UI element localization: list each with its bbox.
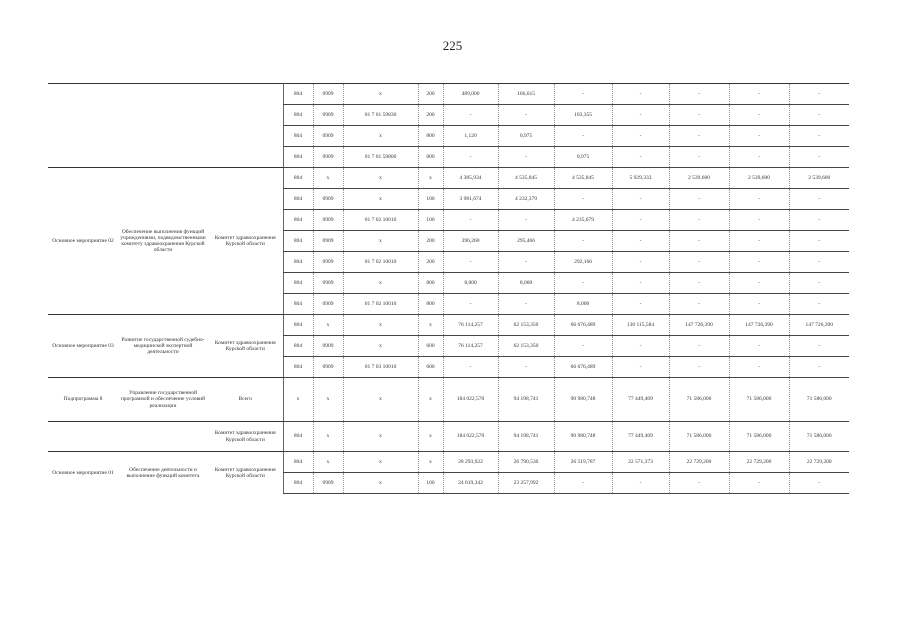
value-cell: 76 114,257 (443, 336, 498, 357)
value-cell: 77 449,409 (612, 378, 669, 422)
value-cell: - (498, 105, 554, 126)
target-article-cell: x (343, 473, 418, 494)
value-cell: - (612, 273, 669, 294)
grbs-code-cell: 804 (283, 422, 313, 452)
value-cell: - (669, 189, 729, 210)
value-cell: 71 586,000 (789, 422, 849, 452)
value-cell: - (789, 84, 849, 105)
value-cell: 292,166 (554, 252, 612, 273)
value-cell: 396,260 (443, 231, 498, 252)
target-article-cell: 01 7 02 10010 (343, 252, 418, 273)
value-cell: - (789, 189, 849, 210)
budget-table-container (48, 83, 833, 494)
value-cell: 147 726,390 (789, 315, 849, 336)
value-cell: 28 293,922 (443, 452, 498, 473)
value-cell: - (789, 105, 849, 126)
value-cell: 62 153,350 (498, 336, 554, 357)
value-cell: - (669, 84, 729, 105)
status-cell (48, 422, 118, 452)
value-cell: 184 022,570 (443, 422, 498, 452)
value-cell: - (669, 105, 729, 126)
value-cell: - (729, 273, 789, 294)
target-article-cell: 01 7 01 59830 (343, 105, 418, 126)
value-cell: - (612, 231, 669, 252)
value-cell: 4 235,679 (554, 210, 612, 231)
value-cell: 5 929,333 (612, 168, 669, 189)
value-cell: 4 232,379 (498, 189, 554, 210)
section-code-cell: 0909 (313, 105, 343, 126)
value-cell: 22 729,200 (789, 452, 849, 473)
section-code-cell: 0909 (313, 273, 343, 294)
value-cell: 295,466 (498, 231, 554, 252)
value-cell: - (729, 357, 789, 378)
section-code-cell: 0909 (313, 126, 343, 147)
target-article-cell: 01 7 02 10010 (343, 294, 418, 315)
section-code-cell: 0909 (313, 189, 343, 210)
expense-type-cell: 800 (418, 294, 443, 315)
value-cell: 130 115,584 (612, 315, 669, 336)
target-article-cell: x (343, 126, 418, 147)
section-code-cell: 0909 (313, 210, 343, 231)
section-code-cell: x (313, 378, 343, 422)
grbs-code-cell: x (283, 378, 313, 422)
grbs-code-cell: 804 (283, 252, 313, 273)
name-cell (118, 84, 208, 168)
table-row (48, 168, 849, 189)
target-article-cell: x (343, 336, 418, 357)
name-cell: Развитие государственной судебно-медицинской экспертной деятельности (121, 336, 205, 356)
section-code-cell: x (313, 422, 343, 452)
value-cell: 3 981,674 (443, 189, 498, 210)
value-cell: - (729, 210, 789, 231)
grbs-code-cell: 804 (283, 189, 313, 210)
target-article-cell: x (343, 168, 418, 189)
budget-table (48, 83, 849, 494)
value-cell: 76 114,257 (443, 315, 498, 336)
expense-type-cell: 200 (418, 231, 443, 252)
value-cell: - (729, 252, 789, 273)
value-cell: - (669, 126, 729, 147)
value-cell: - (729, 147, 789, 168)
value-cell: - (612, 210, 669, 231)
value-cell: 94 198,741 (498, 422, 554, 452)
value-cell: - (443, 294, 498, 315)
value-cell: 62 153,350 (498, 315, 554, 336)
expense-type-cell: x (418, 315, 443, 336)
value-cell: - (789, 231, 849, 252)
value-cell: - (443, 252, 498, 273)
executor-cell (208, 84, 283, 168)
value-cell: - (669, 273, 729, 294)
executor-cell: Комитет здравоохранения Курской области (214, 466, 276, 479)
value-cell: 1,120 (443, 126, 498, 147)
value-cell: - (669, 294, 729, 315)
grbs-code-cell: 804 (283, 273, 313, 294)
value-cell: - (554, 336, 612, 357)
value-cell: - (443, 147, 498, 168)
expense-type-cell: 200 (418, 105, 443, 126)
target-article-cell: x (343, 189, 418, 210)
page-number: 225 (442, 38, 463, 53)
value-cell: - (443, 357, 498, 378)
section-code-cell: 0909 (313, 252, 343, 273)
value-cell: 4 535,845 (498, 168, 554, 189)
value-cell: - (669, 473, 729, 494)
value-cell: 23 257,992 (498, 473, 554, 494)
value-cell: 8,000 (554, 294, 612, 315)
value-cell: 2 539,600 (669, 168, 729, 189)
grbs-code-cell: 804 (283, 357, 313, 378)
value-cell: - (498, 147, 554, 168)
target-article-cell: x (343, 452, 418, 473)
value-cell: - (612, 126, 669, 147)
expense-type-cell: 800 (418, 273, 443, 294)
value-cell: - (554, 231, 612, 252)
expense-type-cell: 200 (418, 84, 443, 105)
expense-type-cell: 200 (418, 252, 443, 273)
value-cell: - (729, 294, 789, 315)
expense-type-cell: x (418, 378, 443, 422)
value-cell: - (789, 357, 849, 378)
value-cell: - (789, 336, 849, 357)
value-cell: - (612, 84, 669, 105)
target-article-cell: 01 7 03 10010 (343, 357, 418, 378)
table-body (48, 84, 849, 494)
value-cell: - (612, 357, 669, 378)
status-cell: Основное мероприятие 02 (52, 237, 114, 244)
grbs-code-cell: 804 (283, 336, 313, 357)
value-cell: - (729, 336, 789, 357)
value-cell: - (612, 105, 669, 126)
name-cell (118, 422, 208, 452)
value-cell: - (612, 147, 669, 168)
value-cell: - (729, 473, 789, 494)
target-article-cell: x (343, 422, 418, 452)
value-cell: 66 676,489 (554, 357, 612, 378)
section-code-cell: 0909 (313, 147, 343, 168)
value-cell: 71 586,000 (669, 422, 729, 452)
value-cell: 90 980,748 (554, 378, 612, 422)
value-cell: - (443, 105, 498, 126)
expense-type-cell: 600 (418, 336, 443, 357)
value-cell: - (729, 105, 789, 126)
expense-type-cell: 800 (418, 126, 443, 147)
value-cell: - (669, 147, 729, 168)
grbs-code-cell: 804 (283, 231, 313, 252)
value-cell: 147 726,390 (669, 315, 729, 336)
value-cell: - (729, 231, 789, 252)
table-row (48, 378, 849, 422)
value-cell: 66 676,489 (554, 315, 612, 336)
value-cell: 4 535,845 (554, 168, 612, 189)
executor-cell: Комитет здравоохранения Курской области (214, 234, 276, 247)
value-cell: 489,000 (443, 84, 498, 105)
section-code-cell: 0909 (313, 357, 343, 378)
value-cell: - (498, 294, 554, 315)
value-cell: - (554, 273, 612, 294)
value-cell: 103,355 (554, 105, 612, 126)
value-cell: - (612, 252, 669, 273)
value-cell: - (729, 126, 789, 147)
value-cell: - (554, 189, 612, 210)
executor-cell: Всего (238, 396, 252, 403)
table-row (48, 84, 849, 105)
section-code-cell: 0909 (313, 84, 343, 105)
grbs-code-cell: 804 (283, 168, 313, 189)
expense-type-cell: 600 (418, 357, 443, 378)
section-code-cell: 0909 (313, 231, 343, 252)
target-article-cell: x (343, 231, 418, 252)
value-cell: 8,000 (498, 273, 554, 294)
section-code-cell: x (313, 452, 343, 473)
value-cell: - (612, 294, 669, 315)
expense-type-cell: x (418, 422, 443, 452)
section-code-cell: 0909 (313, 336, 343, 357)
grbs-code-cell: 804 (283, 105, 313, 126)
grbs-code-cell: 804 (283, 126, 313, 147)
target-article-cell: x (343, 378, 418, 422)
value-cell: 71 586,000 (729, 378, 789, 422)
value-cell: - (789, 252, 849, 273)
grbs-code-cell: 804 (283, 452, 313, 473)
value-cell: 4 385,934 (443, 168, 498, 189)
value-cell: - (669, 231, 729, 252)
executor-cell: Комитет здравоохранения Курской области (214, 339, 276, 352)
expense-type-cell: x (418, 452, 443, 473)
value-cell: - (789, 210, 849, 231)
target-article-cell: x (343, 315, 418, 336)
value-cell: - (669, 252, 729, 273)
value-cell: - (554, 84, 612, 105)
value-cell: 22 729,200 (669, 452, 729, 473)
value-cell: 71 586,000 (789, 378, 849, 422)
status-cell: Основное мероприятие 01 (52, 469, 114, 476)
name-cell: Обеспечение деятельности и выполнение функций комитета (126, 466, 200, 479)
status-cell: Подпрограмма 8 (63, 396, 103, 403)
target-article-cell: x (343, 84, 418, 105)
value-cell: 26 790,530 (498, 452, 554, 473)
value-cell: - (729, 84, 789, 105)
target-article-cell: x (343, 273, 418, 294)
value-cell: - (789, 273, 849, 294)
name-cell: Управление государственной программой и обеспечение условий реализации (120, 390, 206, 409)
value-cell: 0,975 (554, 147, 612, 168)
value-cell: - (443, 210, 498, 231)
value-cell: 22 729,200 (729, 452, 789, 473)
value-cell: 2 539,600 (729, 168, 789, 189)
status-cell (48, 84, 118, 168)
value-cell: 2 539,600 (789, 168, 849, 189)
value-cell: - (789, 147, 849, 168)
expense-type-cell: 100 (418, 473, 443, 494)
value-cell: - (554, 126, 612, 147)
value-cell: 26 519,787 (554, 452, 612, 473)
value-cell: - (612, 336, 669, 357)
value-cell: 90 980,748 (554, 422, 612, 452)
value-cell: - (789, 294, 849, 315)
grbs-code-cell: 804 (283, 147, 313, 168)
table-row (48, 452, 849, 473)
value-cell: 24 619,342 (443, 473, 498, 494)
value-cell: 22 571,373 (612, 452, 669, 473)
value-cell: 77 449,409 (612, 422, 669, 452)
grbs-code-cell: 804 (283, 210, 313, 231)
value-cell: - (498, 252, 554, 273)
section-code-cell: 0909 (313, 294, 343, 315)
value-cell: 166,615 (498, 84, 554, 105)
expense-type-cell: 100 (418, 210, 443, 231)
grbs-code-cell: 804 (283, 294, 313, 315)
section-code-cell: 0909 (313, 473, 343, 494)
grbs-code-cell: 804 (283, 473, 313, 494)
status-cell: Основное мероприятие 03 (52, 342, 114, 349)
value-cell: - (554, 473, 612, 494)
table-row (48, 315, 849, 336)
value-cell: 71 586,000 (669, 378, 729, 422)
value-cell: 147 726,390 (729, 315, 789, 336)
value-cell: 8,000 (443, 273, 498, 294)
name-cell: Обеспечение выполнения функций учреждениями, подведомственными комитету здравоохранения Курской области (120, 228, 206, 254)
value-cell: - (498, 357, 554, 378)
expense-type-cell: 100 (418, 189, 443, 210)
value-cell: - (669, 336, 729, 357)
target-article-cell: 01 7 02 10010 (343, 210, 418, 231)
value-cell: - (669, 210, 729, 231)
value-cell: - (789, 126, 849, 147)
value-cell: 184 022,570 (443, 378, 498, 422)
expense-type-cell: 800 (418, 147, 443, 168)
value-cell: 94 198,741 (498, 378, 554, 422)
target-article-cell: 01 7 01 59800 (343, 147, 418, 168)
value-cell: 71 586,000 (729, 422, 789, 452)
expense-type-cell: x (418, 168, 443, 189)
grbs-code-cell: 804 (283, 315, 313, 336)
section-code-cell: x (313, 315, 343, 336)
table-row (48, 422, 849, 452)
value-cell: - (669, 357, 729, 378)
value-cell: - (612, 189, 669, 210)
value-cell: - (612, 473, 669, 494)
value-cell: - (498, 210, 554, 231)
section-code-cell: x (313, 168, 343, 189)
executor-cell: Комитет здравоохранения Курской области (214, 430, 276, 443)
value-cell: - (729, 189, 789, 210)
value-cell: 0,975 (498, 126, 554, 147)
grbs-code-cell: 804 (283, 84, 313, 105)
value-cell: - (789, 473, 849, 494)
